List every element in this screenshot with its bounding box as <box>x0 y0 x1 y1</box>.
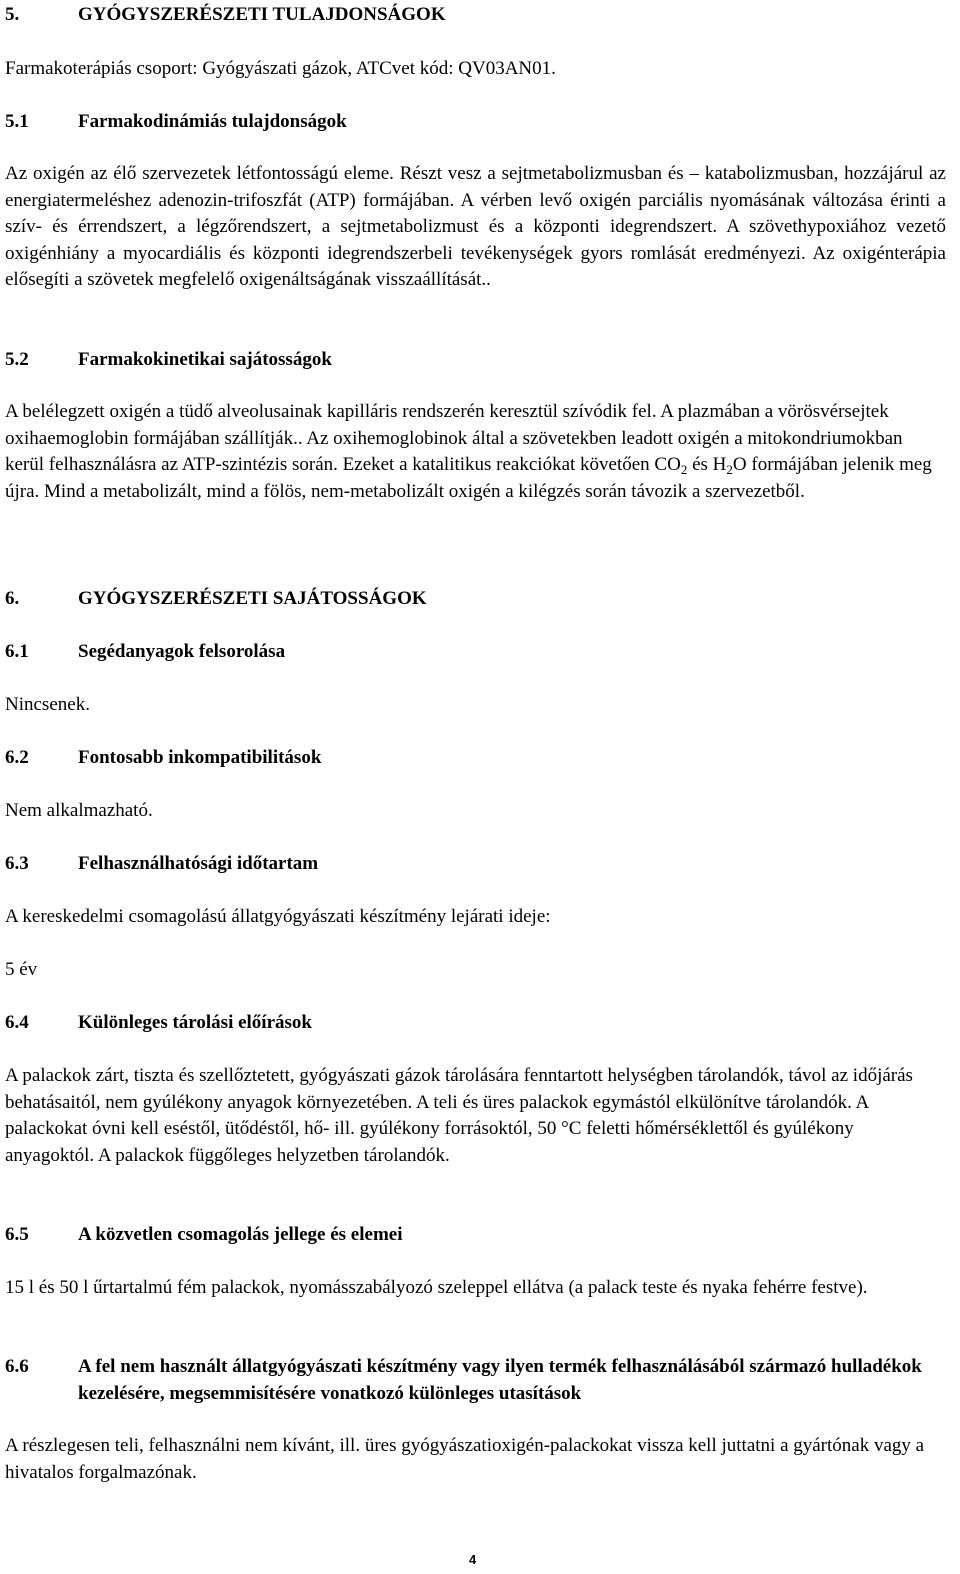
shelf-life-text: A kereskedelmi csomagolású állatgyógyászati készítmény lejárati ideje: <box>5 906 551 927</box>
section-6-4-heading <box>5 1010 312 1037</box>
disposal-paragraph: A részlegesen teli, felhasználni nem kívánt, ill. üres gyógyászatioxigén-palackokat vissza kell juttatni a gyártónak vagy a hivatalos forgalmazónak. <box>5 1435 925 1483</box>
section-number: 6.5 <box>5 1224 29 1245</box>
pharmacokinetics-paragraph <box>5 399 946 505</box>
section-6-heading <box>5 586 427 613</box>
section-number: 5.1 <box>5 111 29 132</box>
section-number: 6.1 <box>5 641 29 662</box>
section-title: A fel nem használt állatgyógyászati készítmény vagy ilyen termék felhasználásából származó hulladékok kezelésére, megsemmisítésére vonatkozó különleges utasítások <box>78 1356 922 1404</box>
section-title: Különleges tárolási előírások <box>78 1012 312 1033</box>
section-number: 5. <box>5 4 20 25</box>
section-6-1-heading <box>5 639 285 666</box>
section-number: 6.2 <box>5 747 29 768</box>
section-6-2-heading <box>5 745 321 772</box>
section-title: Felhasználhatósági időtartam <box>78 853 319 874</box>
section-title: Segédanyagok felsorolása <box>78 641 286 662</box>
section-title: A közvetlen csomagolás jellege és elemei <box>78 1224 403 1245</box>
section-number: 6. <box>5 588 20 609</box>
section-title: Fontosabb inkompatibilitások <box>78 747 322 768</box>
pk-text-part-3: O formájában jelenik meg újra. Mind a metabolizált, mind a fölös, nem-metabolizált oxigén a kilégzés során távozik a szervezetből. <box>5 454 932 502</box>
section-5-heading <box>5 2 446 29</box>
section-5-1-heading <box>5 109 347 136</box>
co2-subscript: 2 <box>680 462 688 477</box>
shelf-life-value: 5 év <box>5 959 38 980</box>
section-number: 6.6 <box>5 1356 29 1377</box>
h2o-subscript: 2 <box>726 462 733 477</box>
section-6-3-heading <box>5 851 318 878</box>
incompatibilities-text: Nem alkalmazható. <box>5 800 153 821</box>
section-6-5-heading <box>5 1222 402 1249</box>
section-6-6-heading <box>5 1354 946 1407</box>
section-title: GYÓGYSZERÉSZETI SAJÁTOSSÁGOK <box>78 588 427 609</box>
section-title: GYÓGYSZERÉSZETI TULAJDONSÁGOK <box>78 4 446 25</box>
packaging-paragraph: 15 l és 50 l űrtartalmú fém palackok, nyomásszabályozó szeleppel ellátva (a palack teste és nyaka fehérre festve). <box>5 1277 868 1298</box>
pk-text-part-2: és H <box>687 454 727 475</box>
section-5-2-heading <box>5 347 332 374</box>
pharmacodynamics-paragraph: Az oxigén az élő szervezetek létfontosságú eleme. Részt vesz a sejtmetabolizmusban és – katabolizmusban, hozzájárul az energiatermeléshez adenozin-trifoszfát (ATP) formájában. A vérben levő oxigén parciális nyomásának változása érinti a szív- és érrendszert, a légzőrendszert, a sejtmetabolizmust és a központi idegrendszert. A szövethypoxiához vezető oxigénhiány a myocardiális és központi idegrendszerbeli tevékenységek gyors romlását eredményezi. Az oxigénterápia elősegíti a szövetek megfelelő oxigenáltságának visszaállítását.. <box>5 163 946 290</box>
excipients-text: Nincsenek. <box>5 694 90 715</box>
section-number: 6.3 <box>5 853 29 874</box>
page-number: 4 <box>469 1552 477 1567</box>
pk-text-part-1: A belélegzett oxigén a tüdő alveolusainak kapilláris rendszerén keresztül szívódik fel. A plazmában a vörösvérsejtek oxihaemoglobin formájában szállítják.. Az oxihemoglobinok által a szövetekben leadott oxigén a mitokondriumokban kerül felhasználásra az ATP-szintézis során. Ezeket a katalitikus reakciókat követően CO <box>5 401 903 475</box>
section-number: 5.2 <box>5 349 29 370</box>
section-title: Farmakokinetikai sajátosságok <box>78 349 332 370</box>
pharmacotherapeutic-group: Farmakoterápiás csoport: Gyógyászati gázok, ATCvet kód: QV03AN01. <box>5 58 556 79</box>
storage-paragraph: A palackok zárt, tiszta és szellőztetett, gyógyászati gázok tárolására fenntartott helységben tárolandók, távol az időjárás behatásaitól, nem gyúlékony anyagok környezetében. A teli és üres palackok egymástól elkülönítve tárolandók. A palackokat óvni kell eséstől, ütődéstől, hő- ill. gyúlékony forrásoktól, 50 °C feletti hőmérséklettől és gyúlékony anyagoktól. A palackok függőleges helyzetben tárolandók. <box>5 1065 913 1166</box>
section-number: 6.4 <box>5 1012 29 1033</box>
section-title: Farmakodinámiás tulajdonságok <box>78 111 347 132</box>
